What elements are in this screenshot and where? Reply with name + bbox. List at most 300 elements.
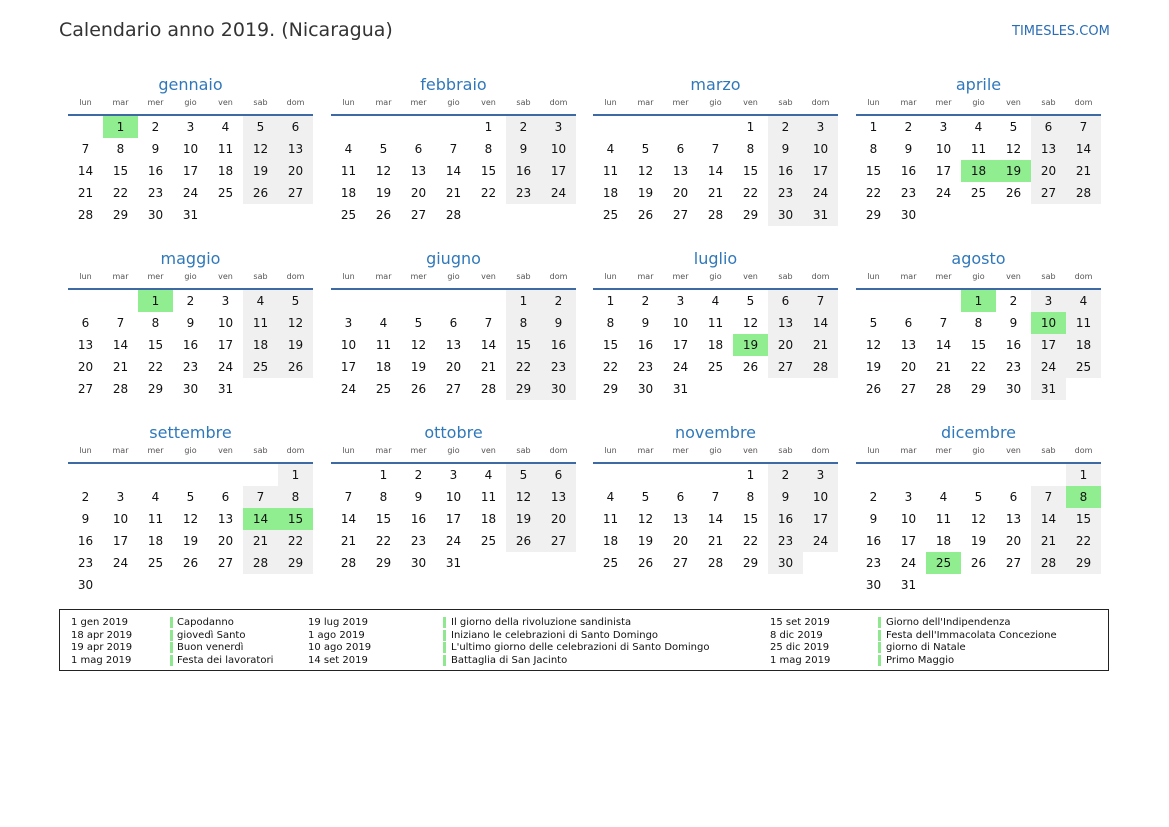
- weekday-label: dom: [286, 98, 305, 107]
- holiday-marker: [878, 642, 881, 653]
- day-cell: 26: [410, 382, 427, 396]
- holiday-date: 1 ago 2019: [308, 629, 365, 641]
- day-cell: 12: [742, 316, 759, 330]
- day-cell: 3: [116, 490, 125, 504]
- day-cell: 24: [445, 534, 462, 548]
- month-title: settembre: [149, 423, 232, 442]
- weekday-label: lun: [604, 272, 617, 281]
- day-cell: 19: [637, 186, 654, 200]
- day-cell: 1: [1066, 464, 1101, 486]
- day-cell: 19: [637, 534, 654, 548]
- day-cell: 12: [865, 338, 882, 352]
- day-cell: 7: [344, 490, 353, 504]
- weekday-header: [68, 269, 313, 285]
- empty-cell: [401, 116, 436, 138]
- day-cell: 19: [865, 360, 882, 374]
- day-cell: 12: [637, 164, 654, 178]
- day-cell: 10: [803, 138, 838, 160]
- day-cell: 29: [742, 208, 759, 222]
- day-cell: 25: [480, 534, 497, 548]
- empty-cell: [1031, 464, 1066, 486]
- empty-cell: [68, 116, 103, 138]
- holiday-date: 14 set 2019: [308, 654, 368, 666]
- holiday-day: 10: [1031, 312, 1066, 334]
- weekday-label: dom: [286, 446, 305, 455]
- day-cell: 10: [445, 490, 462, 504]
- weekday-label: dom: [549, 98, 568, 107]
- day-cell: 6: [449, 316, 458, 330]
- weekday-label: mer: [672, 98, 689, 107]
- empty-cell: [331, 464, 366, 486]
- day-cell: 6: [904, 316, 913, 330]
- day-cell: 15: [506, 334, 541, 356]
- weekday-label: mar: [900, 272, 917, 281]
- holiday-marker: [443, 630, 446, 641]
- day-cell: 10: [900, 512, 917, 526]
- empty-cell: [366, 116, 401, 138]
- weekday-label: gio: [184, 98, 197, 107]
- day-cell: 15: [742, 164, 759, 178]
- month-title: maggio: [160, 249, 221, 268]
- day-cell: 19: [506, 508, 541, 530]
- day-cell: 9: [768, 486, 803, 508]
- weekday-label: lun: [342, 98, 355, 107]
- day-cell: 18: [935, 534, 952, 548]
- day-cell: 29: [970, 382, 987, 396]
- day-cell: 4: [606, 490, 615, 504]
- day-cell: 30: [637, 382, 654, 396]
- day-cell: 14: [1066, 138, 1101, 160]
- month-title: dicembre: [940, 423, 1017, 442]
- empty-cell: [593, 116, 628, 138]
- day-cell: 21: [1031, 530, 1066, 552]
- weekday-label: lun: [79, 98, 92, 107]
- day-cell: 22: [278, 530, 313, 552]
- day-cell: 3: [904, 490, 913, 504]
- day-cell: 20: [1031, 160, 1066, 182]
- holiday-marker: [170, 655, 173, 666]
- day-cell: 8: [278, 486, 313, 508]
- day-cell: 4: [484, 468, 493, 482]
- day-grid: [856, 290, 1101, 400]
- day-cell: 16: [637, 338, 654, 352]
- day-cell: 27: [900, 382, 917, 396]
- day-cell: 11: [375, 338, 392, 352]
- day-cell: 30: [77, 578, 94, 592]
- holiday-marker: [170, 630, 173, 641]
- brand-link[interactable]: TIMESLES.COM: [1012, 24, 1110, 39]
- holiday-day: 8: [1066, 486, 1101, 508]
- weekday-label: gio: [447, 98, 460, 107]
- day-cell: 26: [243, 182, 278, 204]
- day-cell: 18: [707, 338, 724, 352]
- day-cell: 27: [217, 556, 234, 570]
- day-cell: 10: [112, 512, 129, 526]
- weekday-header: [593, 443, 838, 459]
- day-cell: 16: [1005, 338, 1022, 352]
- day-cell: 15: [147, 338, 164, 352]
- weekday-label: gio: [972, 272, 985, 281]
- day-cell: 27: [77, 382, 94, 396]
- month-title: febbraio: [420, 75, 487, 94]
- weekday-label: lun: [79, 446, 92, 455]
- day-cell: 30: [182, 382, 199, 396]
- day-cell: 5: [1009, 120, 1018, 134]
- weekday-label: lun: [604, 446, 617, 455]
- empty-cell: [663, 464, 698, 486]
- day-cell: 7: [484, 316, 493, 330]
- weekday-label: mer: [935, 272, 952, 281]
- day-cell: 1: [278, 464, 313, 486]
- day-cell: 21: [445, 186, 462, 200]
- day-cell: 5: [278, 290, 313, 312]
- day-cell: 29: [1066, 552, 1101, 574]
- day-cell: 27: [1031, 182, 1066, 204]
- day-cell: 25: [217, 186, 234, 200]
- day-cell: 24: [340, 382, 357, 396]
- weekday-label: gio: [709, 98, 722, 107]
- day-cell: 29: [112, 208, 129, 222]
- day-cell: 21: [803, 334, 838, 356]
- holiday-marker: [443, 655, 446, 666]
- day-cell: 22: [970, 360, 987, 374]
- day-cell: 28: [243, 552, 278, 574]
- holiday-marker: [170, 642, 173, 653]
- day-cell: 20: [672, 534, 689, 548]
- day-cell: 17: [900, 534, 917, 548]
- holiday-day: 14: [243, 508, 278, 530]
- day-cell: 22: [865, 186, 882, 200]
- weekday-label: gio: [447, 272, 460, 281]
- day-cell: 30: [768, 552, 803, 574]
- day-cell: 23: [637, 360, 654, 374]
- day-cell: 12: [182, 512, 199, 526]
- weekday-label: sab: [778, 272, 793, 281]
- day-cell: 21: [707, 186, 724, 200]
- day-cell: 16: [182, 338, 199, 352]
- weekday-label: ven: [1006, 446, 1021, 455]
- day-cell: 21: [935, 360, 952, 374]
- weekday-label: gio: [972, 98, 985, 107]
- day-cell: 19: [410, 360, 427, 374]
- day-cell: 6: [768, 290, 803, 312]
- holiday-day: 1: [103, 116, 138, 138]
- empty-cell: [856, 464, 891, 486]
- holiday-day: 19: [733, 334, 768, 356]
- day-cell: 13: [900, 338, 917, 352]
- day-grid: [331, 464, 576, 574]
- day-cell: 28: [803, 356, 838, 378]
- day-cell: 8: [506, 312, 541, 334]
- day-cell: 5: [641, 142, 650, 156]
- day-cell: 5: [974, 490, 983, 504]
- weekday-label: ven: [481, 446, 496, 455]
- weekday-label: sab: [253, 446, 268, 455]
- holiday-name: Buon venerdì: [177, 642, 244, 653]
- holiday-day: 25: [926, 552, 961, 574]
- day-cell: 23: [182, 360, 199, 374]
- holiday-date: 19 lug 2019: [308, 617, 368, 628]
- day-cell: 30: [865, 578, 882, 592]
- empty-cell: [331, 290, 366, 312]
- weekday-label: ven: [1006, 98, 1021, 107]
- day-cell: 23: [541, 356, 576, 378]
- day-cell: 24: [935, 186, 952, 200]
- day-cell: 23: [1005, 360, 1022, 374]
- day-cell: 11: [602, 164, 619, 178]
- day-cell: 8: [116, 142, 125, 156]
- day-cell: 13: [672, 512, 689, 526]
- day-cell: 4: [974, 120, 983, 134]
- day-cell: 24: [803, 182, 838, 204]
- weekday-header: [856, 443, 1101, 459]
- day-cell: 16: [77, 534, 94, 548]
- holiday-date: 15 set 2019: [770, 617, 830, 628]
- weekday-label: ven: [218, 446, 233, 455]
- day-cell: 23: [900, 186, 917, 200]
- day-cell: 24: [900, 556, 917, 570]
- day-cell: 17: [112, 534, 129, 548]
- day-cell: 5: [186, 490, 195, 504]
- weekday-label: lun: [867, 446, 880, 455]
- day-cell: 21: [480, 360, 497, 374]
- day-cell: 18: [217, 164, 234, 178]
- day-cell: 26: [375, 208, 392, 222]
- day-cell: 26: [637, 208, 654, 222]
- day-cell: 24: [182, 186, 199, 200]
- day-cell: 3: [676, 294, 685, 308]
- day-cell: 26: [506, 530, 541, 552]
- day-cell: 29: [375, 556, 392, 570]
- holiday-day: 1: [138, 290, 173, 312]
- day-cell: 8: [869, 142, 878, 156]
- weekday-label: sab: [1041, 98, 1056, 107]
- day-cell: 21: [1066, 160, 1101, 182]
- day-cell: 5: [506, 464, 541, 486]
- day-cell: 25: [375, 382, 392, 396]
- empty-cell: [103, 290, 138, 312]
- day-cell: 12: [637, 512, 654, 526]
- day-cell: 21: [707, 534, 724, 548]
- weekday-label: ven: [743, 446, 758, 455]
- empty-cell: [366, 290, 401, 312]
- day-cell: 5: [414, 316, 423, 330]
- day-grid: [331, 290, 576, 400]
- month-maggio: [68, 249, 313, 400]
- day-cell: 4: [379, 316, 388, 330]
- day-cell: 13: [1031, 138, 1066, 160]
- day-cell: 9: [541, 312, 576, 334]
- day-cell: 11: [1066, 312, 1101, 334]
- weekday-label: ven: [743, 272, 758, 281]
- day-grid: [593, 116, 838, 226]
- day-cell: 11: [480, 490, 497, 504]
- day-cell: 25: [243, 356, 278, 378]
- day-cell: 16: [768, 160, 803, 182]
- holiday-day: 15: [278, 508, 313, 530]
- day-cell: 28: [77, 208, 94, 222]
- holiday-marker: [443, 642, 446, 653]
- day-cell: 7: [243, 486, 278, 508]
- empty-cell: [401, 290, 436, 312]
- month-title: gennaio: [158, 75, 223, 94]
- day-cell: 2: [768, 464, 803, 486]
- holiday-date: 1 gen 2019: [71, 617, 129, 628]
- day-cell: 2: [869, 490, 878, 504]
- holiday-name: giorno di Natale: [886, 642, 966, 653]
- day-cell: 11: [935, 512, 952, 526]
- holiday-date: 25 dic 2019: [770, 642, 830, 653]
- day-grid: [68, 116, 313, 226]
- day-cell: 2: [904, 120, 913, 134]
- day-cell: 22: [1066, 530, 1101, 552]
- day-cell: 30: [1005, 382, 1022, 396]
- day-cell: 16: [865, 534, 882, 548]
- day-grid: [68, 464, 313, 596]
- day-cell: 9: [414, 490, 423, 504]
- day-grid: [856, 464, 1101, 596]
- day-cell: 22: [112, 186, 129, 200]
- day-cell: 9: [904, 142, 913, 156]
- month-dicembre: [856, 423, 1101, 596]
- day-cell: 8: [379, 490, 388, 504]
- day-cell: 9: [81, 512, 90, 526]
- day-cell: 15: [375, 512, 392, 526]
- holiday-name: Battaglia di San Jacinto: [451, 654, 568, 666]
- day-cell: 25: [147, 556, 164, 570]
- day-cell: 15: [970, 338, 987, 352]
- day-cell: 19: [375, 186, 392, 200]
- day-cell: 27: [278, 182, 313, 204]
- day-cell: 27: [672, 208, 689, 222]
- day-cell: 9: [1009, 316, 1018, 330]
- day-cell: 11: [602, 512, 619, 526]
- day-cell: 24: [541, 182, 576, 204]
- holiday-day: 1: [961, 290, 996, 312]
- holiday-name: Giorno dell'Indipendenza: [886, 617, 1011, 628]
- day-cell: 25: [602, 556, 619, 570]
- weekday-header: [68, 95, 313, 111]
- day-cell: 17: [541, 160, 576, 182]
- weekday-label: ven: [218, 98, 233, 107]
- day-cell: 13: [541, 486, 576, 508]
- day-cell: 19: [182, 534, 199, 548]
- day-cell: 13: [410, 164, 427, 178]
- weekday-label: mar: [900, 98, 917, 107]
- month-ottobre: [331, 423, 576, 574]
- day-cell: 10: [217, 316, 234, 330]
- weekday-label: lun: [604, 98, 617, 107]
- weekday-label: dom: [811, 446, 830, 455]
- day-cell: 23: [410, 534, 427, 548]
- month-title: luglio: [693, 249, 738, 268]
- day-cell: 26: [742, 360, 759, 374]
- day-cell: 10: [935, 142, 952, 156]
- day-cell: 27: [445, 382, 462, 396]
- day-cell: 20: [445, 360, 462, 374]
- weekday-label: mar: [637, 272, 654, 281]
- weekday-header: [856, 95, 1101, 111]
- day-cell: 29: [506, 378, 541, 400]
- month-title: marzo: [690, 75, 741, 94]
- day-cell: 19: [278, 334, 313, 356]
- holiday-name: giovedì Santo: [177, 629, 246, 641]
- day-cell: 24: [217, 360, 234, 374]
- day-cell: 3: [186, 120, 195, 134]
- day-cell: 16: [900, 164, 917, 178]
- day-cell: 10: [803, 486, 838, 508]
- day-cell: 14: [112, 338, 129, 352]
- day-cell: 9: [151, 142, 160, 156]
- day-cell: 29: [602, 382, 619, 396]
- day-cell: 22: [602, 360, 619, 374]
- month-title: ottobre: [424, 423, 483, 442]
- day-cell: 14: [340, 512, 357, 526]
- day-cell: 15: [865, 164, 882, 178]
- day-cell: 25: [970, 186, 987, 200]
- day-cell: 22: [742, 534, 759, 548]
- day-cell: 4: [344, 142, 353, 156]
- day-cell: 16: [410, 512, 427, 526]
- day-cell: 8: [974, 316, 983, 330]
- day-cell: 16: [541, 334, 576, 356]
- day-cell: 4: [606, 142, 615, 156]
- day-cell: 27: [672, 556, 689, 570]
- weekday-label: dom: [811, 272, 830, 281]
- day-cell: 26: [865, 382, 882, 396]
- weekday-label: lun: [867, 272, 880, 281]
- day-cell: 18: [602, 534, 619, 548]
- empty-cell: [698, 464, 733, 486]
- day-cell: 24: [672, 360, 689, 374]
- day-cell: 4: [939, 490, 948, 504]
- day-cell: 10: [672, 316, 689, 330]
- day-cell: 8: [606, 316, 615, 330]
- day-cell: 16: [768, 508, 803, 530]
- day-cell: 28: [1031, 552, 1066, 574]
- day-cell: 11: [970, 142, 987, 156]
- day-cell: 13: [1005, 512, 1022, 526]
- day-cell: 25: [1066, 356, 1101, 378]
- day-cell: 10: [340, 338, 357, 352]
- weekday-label: sab: [778, 98, 793, 107]
- day-cell: 14: [803, 312, 838, 334]
- day-cell: 14: [480, 338, 497, 352]
- weekday-label: ven: [481, 98, 496, 107]
- day-cell: 30: [147, 208, 164, 222]
- weekday-label: sab: [253, 272, 268, 281]
- day-cell: 15: [112, 164, 129, 178]
- weekday-label: lun: [867, 98, 880, 107]
- weekday-label: ven: [1006, 272, 1021, 281]
- weekday-label: mar: [375, 446, 392, 455]
- day-grid: [593, 290, 838, 400]
- day-cell: 30: [768, 204, 803, 226]
- day-cell: 3: [939, 120, 948, 134]
- empty-cell: [173, 464, 208, 486]
- weekday-label: gio: [447, 446, 460, 455]
- day-grid: [856, 116, 1101, 226]
- day-cell: 13: [445, 338, 462, 352]
- day-cell: 17: [803, 160, 838, 182]
- day-cell: 30: [541, 378, 576, 400]
- day-cell: 26: [1005, 186, 1022, 200]
- weekday-header: [593, 269, 838, 285]
- day-cell: 31: [672, 382, 689, 396]
- day-cell: 14: [1031, 508, 1066, 530]
- day-cell: 17: [803, 508, 838, 530]
- day-cell: 18: [480, 512, 497, 526]
